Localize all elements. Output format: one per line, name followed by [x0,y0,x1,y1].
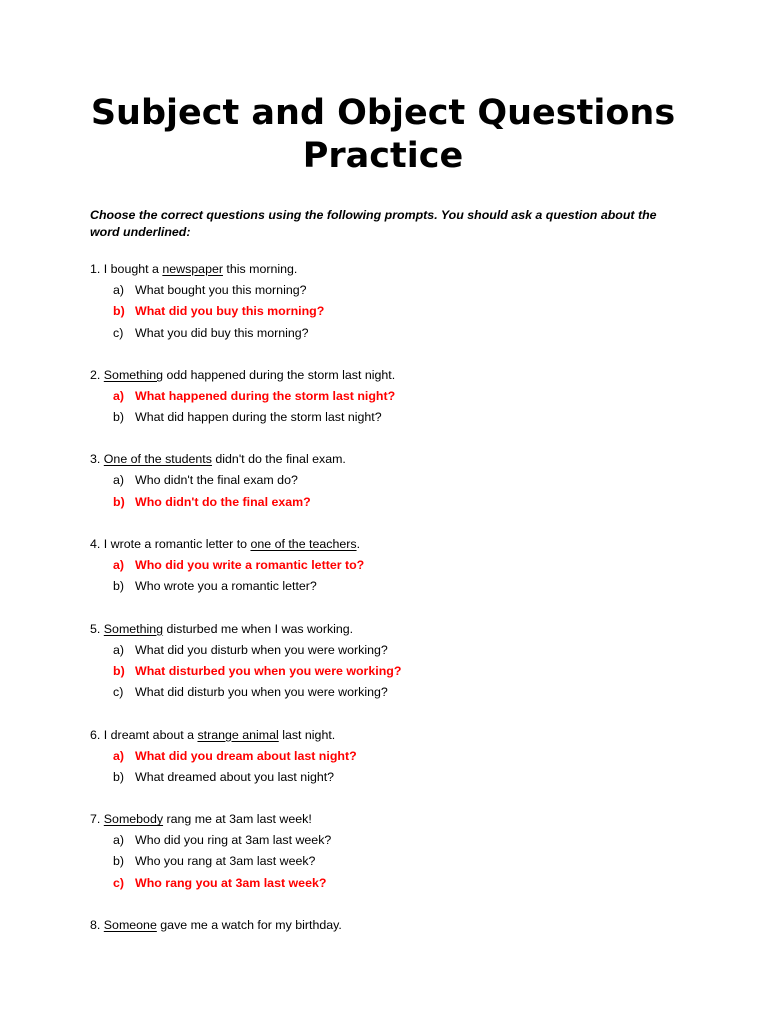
option-text: What did you buy this morning? [135,304,325,319]
option-text: What you did buy this morning? [135,325,309,340]
answer-options [90,470,676,513]
question-number: 6. [90,727,101,742]
answer-option [90,323,676,344]
instructions: Choose the correct questions using the following prompts. You should ask a question about the word underlined: [90,208,657,239]
question-number: 8. [90,918,101,933]
prompt-text-before: I bought a [100,262,163,276]
prompt-text-after: this morning. [222,262,298,276]
question-3 [90,449,676,513]
option-text: What did you disturb when you were working? [135,642,388,657]
page-title [90,92,676,178]
answer-option [90,280,676,301]
question-prompt [90,534,676,555]
option-text: What did happen during the storm last night? [135,410,382,425]
question-6 [90,725,676,789]
question-7 [90,809,676,894]
option-letter: b) [113,769,125,784]
question-5 [90,619,676,704]
option-letter: a) [113,388,125,403]
answer-option [90,767,676,788]
option-text: Who didn't do the final exam? [135,494,311,509]
option-letter: a) [113,283,125,297]
question-prompt [90,449,676,470]
underlined-word: newspaper [162,262,223,276]
answer-option-correct [90,555,676,576]
answer-option-correct [90,386,676,407]
prompt-text-after: rang me at 3am last week! [163,812,312,827]
option-text: What happened during the storm last night? [135,388,396,403]
question-number: 4. [90,537,101,552]
answer-option-correct [90,492,676,513]
prompt-text-before: I wrote a romantic letter to [100,537,251,552]
answer-option-correct [90,873,676,894]
underlined-word: Somebody [103,812,164,827]
answer-options [90,280,676,344]
answer-options [90,640,676,704]
answer-option [90,640,676,661]
option-letter: a) [113,473,125,488]
prompt-text-after: last night. [278,727,336,742]
prompt-text-before: I dreamt about a [100,727,198,742]
option-letter: c) [113,325,124,340]
answer-option-correct [90,661,676,682]
answer-option [90,682,676,703]
prompt-text-after: didn't do the final exam. [211,452,346,467]
answer-options [90,746,676,789]
question-prompt [90,365,676,386]
answer-option [90,470,676,491]
question-1 [90,259,676,344]
answer-option [90,830,676,851]
question-prompt [90,915,676,936]
option-letter: b) [113,579,125,594]
underlined-word: Something [103,367,164,382]
question-number: 1. [90,262,101,276]
option-text: Who did you write a romantic letter to? [135,558,365,573]
question-prompt [90,725,676,746]
underlined-word: Something [103,621,164,636]
underlined-word: Someone [103,918,157,933]
option-letter: b) [113,854,125,869]
question-number: 5. [90,621,101,636]
option-text: Who rang you at 3am last week? [135,875,327,890]
option-text: What bought you this morning? [135,283,307,297]
question-number: 7. [90,812,101,827]
option-text: What dreamed about you last night? [135,769,335,784]
question-2 [90,365,676,429]
prompt-text-after: gave me a watch for my birthday. [156,918,342,933]
option-letter: b) [113,494,125,509]
underlined-word: one of the teachers [250,537,357,552]
question-list [90,259,676,936]
option-letter: a) [113,558,125,573]
question-prompt [90,809,676,830]
option-letter: c) [113,875,125,890]
option-text: Who you rang at 3am last week? [135,854,316,869]
answer-option-correct [90,301,676,322]
answer-options [90,830,676,894]
answer-option [90,576,676,597]
option-text: Who wrote you a romantic letter? [135,579,317,594]
option-text: Who did you ring at 3am last week? [135,833,332,848]
question-8 [90,915,676,936]
question-prompt [90,619,676,640]
question-4 [90,534,676,598]
question-number: 3. [90,452,101,467]
option-text: What did disturb you when you were working? [135,685,388,700]
prompt-text-after: odd happened during the storm last night. [163,367,396,382]
title-line-1: Subject and Object Questions [90,93,676,133]
prompt-text-after: disturbed me when I was working. [163,621,354,636]
question-number: 2. [90,367,101,382]
answer-option [90,407,676,428]
answer-options [90,555,676,598]
option-letter: a) [113,833,125,848]
underlined-word: One of the students [103,452,212,467]
answer-option [90,851,676,872]
option-text: What disturbed you when you were working? [135,663,402,678]
title-line-2: Practice [302,136,464,176]
answer-option-correct [90,746,676,767]
option-text: Who didn't the final exam do? [135,473,298,488]
option-letter: b) [113,304,125,319]
option-letter: b) [113,410,125,425]
option-letter: b) [113,663,125,678]
prompt-text-after: . [356,537,361,552]
underlined-word: strange animal [197,727,279,742]
option-letter: c) [113,685,124,700]
question-prompt [90,259,676,280]
option-letter: a) [113,642,125,657]
answer-options [90,386,676,429]
option-text: What did you dream about last night? [135,748,357,763]
option-letter: a) [113,748,125,763]
